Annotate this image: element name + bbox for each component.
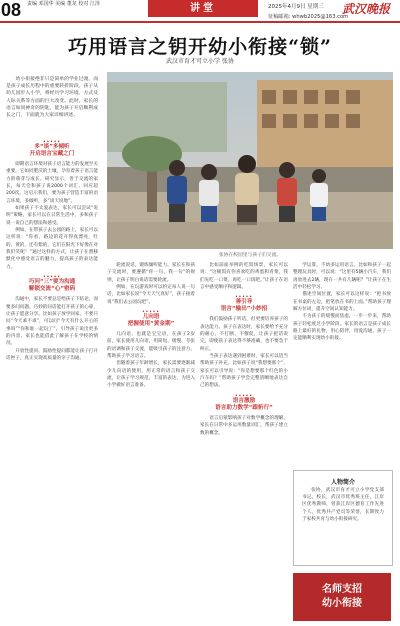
body-paragraph: 轮流说话，锻炼倾听能力。家长在和孩子交流时，要遵循“你一句、我一句”的规则，让孩子明白说话需要轮流。	[107, 263, 195, 283]
promo-banner	[293, 573, 391, 621]
article-column-3	[200, 262, 288, 622]
body-paragraph: 开放性提问、鼓励性提问都能让孩子打开话匣子，真正实现高质量的亲子沟通。	[6, 348, 98, 361]
promo-line-1: 名师支招	[322, 584, 362, 595]
body-paragraph: 例如，在玩游戏时可以约定每人说一句话，比如家长说“今天天气真好”，孩子接着说“我们去公园玩吧”。	[107, 285, 195, 305]
body-paragraph: 但随着孩子年龄增长，家长需要逐渐减少儿向语的使用，用正常的语言和孩子交流，让孩子学习规范、丰富的表达，为进入小学做好语言准备。	[107, 361, 195, 389]
body-paragraph: 描述空间位置，家长可以这样说：“把书放在书桌的左边，把笔放在书的上面。”帮助孩子理解方位词，提升空间认知能力。	[293, 292, 391, 313]
subheading-text: 善引导 语言“输出”小妙招	[220, 299, 268, 313]
submission-email: 征稿邮箱: whwb2025@163.com	[268, 14, 349, 20]
subheading-text: 语言激励 语言助力数学“跟斩行”	[215, 397, 273, 411]
body-paragraph: 如果孩子不太爱表达，家长可以尝试“说明”策略，家长可以在日常生活中，多和孩子说一说自己的想法和感受。	[6, 206, 98, 226]
article-photo	[107, 72, 393, 249]
subheading-ornament: •••••	[142, 309, 160, 315]
body-paragraph: 不为孩子的缓慢而焦虑，一步一步来，帮助孩子轻松度过小学阶段。家长的语言是孩子成长路上最好的礼物，用心陪伴，用爱沟通，孩子一定能顺利实现幼小衔接。	[293, 314, 391, 342]
author-profile-box	[293, 470, 393, 566]
body-paragraph: 语言启蒙影响孩子对数学概念的理解，家长在日常中多运用数量词汇，帮孩子建立数的概念。	[200, 415, 288, 436]
section-subheading	[6, 275, 98, 293]
page-number: 08	[1, 0, 22, 20]
section-subheading	[107, 310, 195, 328]
body-paragraph: 我们鼓励孩子听话，但更要培养孩子的表达能力。孩子在表达时，家长要给予充分的耐心，不打断、不催促，让孩子把话说完，即使孩子表达得不够准确，也不要急于纠正。	[200, 317, 288, 352]
subheading-text: 巧问“三”要为沟通 解锁交流“心”密码	[28, 279, 76, 293]
body-paragraph: 学运算，不妨多运用语言。比如和孩子一起整理玩具时，可以说：“这里有5辆小汽车，我们再放进去2辆，现在一共有几辆呢？”让孩子在生活中轻松学习。	[293, 263, 391, 291]
body-paragraph: 比如前面举例的吃饭场景，家长可以说：“这顿饭有你喜欢吃的鸡蛋和青菜，我们先吃一口菜，再吃一口饭吧。”让孩子在语言中感受顺序和逻辑。	[200, 263, 288, 291]
subheading-ornament: •••••	[43, 139, 61, 144]
body-paragraph: 例如，在带孩子去公园的路上，家长可以这样说：“你看，路边的花开得真漂亮，红的、黄的，还有紫的，它们在阳光下好像在对我们笑呢！”通过这样的方式，让孩子在潜移默化中感受语言的魅力，提高孩子的表达能力。	[6, 228, 98, 270]
profile-text: 张协，武汉市育才可立小学党支部书记、校长，武汉市优秀班主任，江岸区优秀教师，曾获江岸区德育工作先进个人、优秀共产党员等荣誉，长期致力于家校共育与幼小衔接研究。	[302, 488, 384, 522]
column-title: 讲堂	[148, 0, 258, 17]
promo-line-2: 幼小衔接	[322, 598, 362, 609]
article-intro: 幼小衔接绝非只是简单的学业过渡，而是孩子成长历程中的重要转折阶段。孩子从幼儿园步入小学，将经历学习环境、方式及人际关系等方面的巨大改变。此时，家长的语言如同神奇的钥匙，能为孩子开启顺利成长之门，下面就为大家详细讲述。	[6, 77, 98, 119]
article-headline: 巧用语言之钥开幼小衔接“锁”	[68, 36, 332, 58]
staff-credits: 责编 邓国华 美编 董龙 校对 江泽	[27, 1, 100, 7]
subheading-text: 儿向语 把握使用“黄金期”	[127, 314, 175, 328]
body-paragraph: 沟通中，家长不要总是给孩子下结论，而要多问问题。巧妙的问话能打开孩子的心扉，让孩子愿意分享。比如孩子放学回家，不要只问“今天乖不乖”，可以问“今天有什么开心的事吗”“你和谁一起玩了”，引导孩子说出更多的内容，家长也能借此了解孩子在学校的情况。	[6, 297, 98, 347]
body-paragraph: 当孩子表达遇到困难时，家长可以适当帮助孩子补充。比如孩子说“我想要那个”，家长可以引导说：“你是想要那个红色的小汽车吗？”帮助孩子学会完整清晰地表达自己的想法。	[200, 354, 288, 389]
article-column-1	[6, 136, 98, 622]
article-column-4	[293, 262, 391, 466]
subheading-ornament: •••••	[43, 274, 61, 280]
publication-date: 2025年4月9日 星期三	[268, 4, 324, 10]
article-byline: 武汉市育才可立小学 张协	[166, 58, 234, 65]
photo-caption: 张协在校园里与孩子们交流。	[218, 253, 282, 258]
subheading-ornament: •••••	[235, 392, 253, 398]
body-paragraph: 即期语言环境对孩子语言能力的发展至关重要，它如同肥沃的土壤，孕育着孩子语言能力的萌芽与成长。研究显示，善于交流的家长，每天会和孩子说2000个词汇，回应超200次。这启示我们，要为孩子营造丰富的语言环境，多倾听，多“谈天说地”。	[6, 162, 98, 204]
newspaper-name: 武汉晚报	[342, 2, 391, 16]
subheading-ornament: •••••	[235, 294, 253, 300]
section-subheading	[200, 394, 288, 412]
section-subheading	[200, 295, 288, 313]
header-divider	[0, 21, 400, 23]
body-paragraph: 儿向语，也就是宝宝语，在孩子2岁前，家长使用儿向语，用简短、缓慢、夸张的语调和孩子交流，能吸引孩子的注意力，帮助孩子学习语言。	[107, 332, 195, 360]
article-column-2	[107, 262, 195, 622]
section-subheading	[6, 140, 98, 158]
subheading-text: 多“谈”多倾听 开启语言宝藏之门	[29, 144, 75, 157]
page-header	[0, 0, 400, 22]
profile-title: 人物简介	[330, 479, 355, 486]
